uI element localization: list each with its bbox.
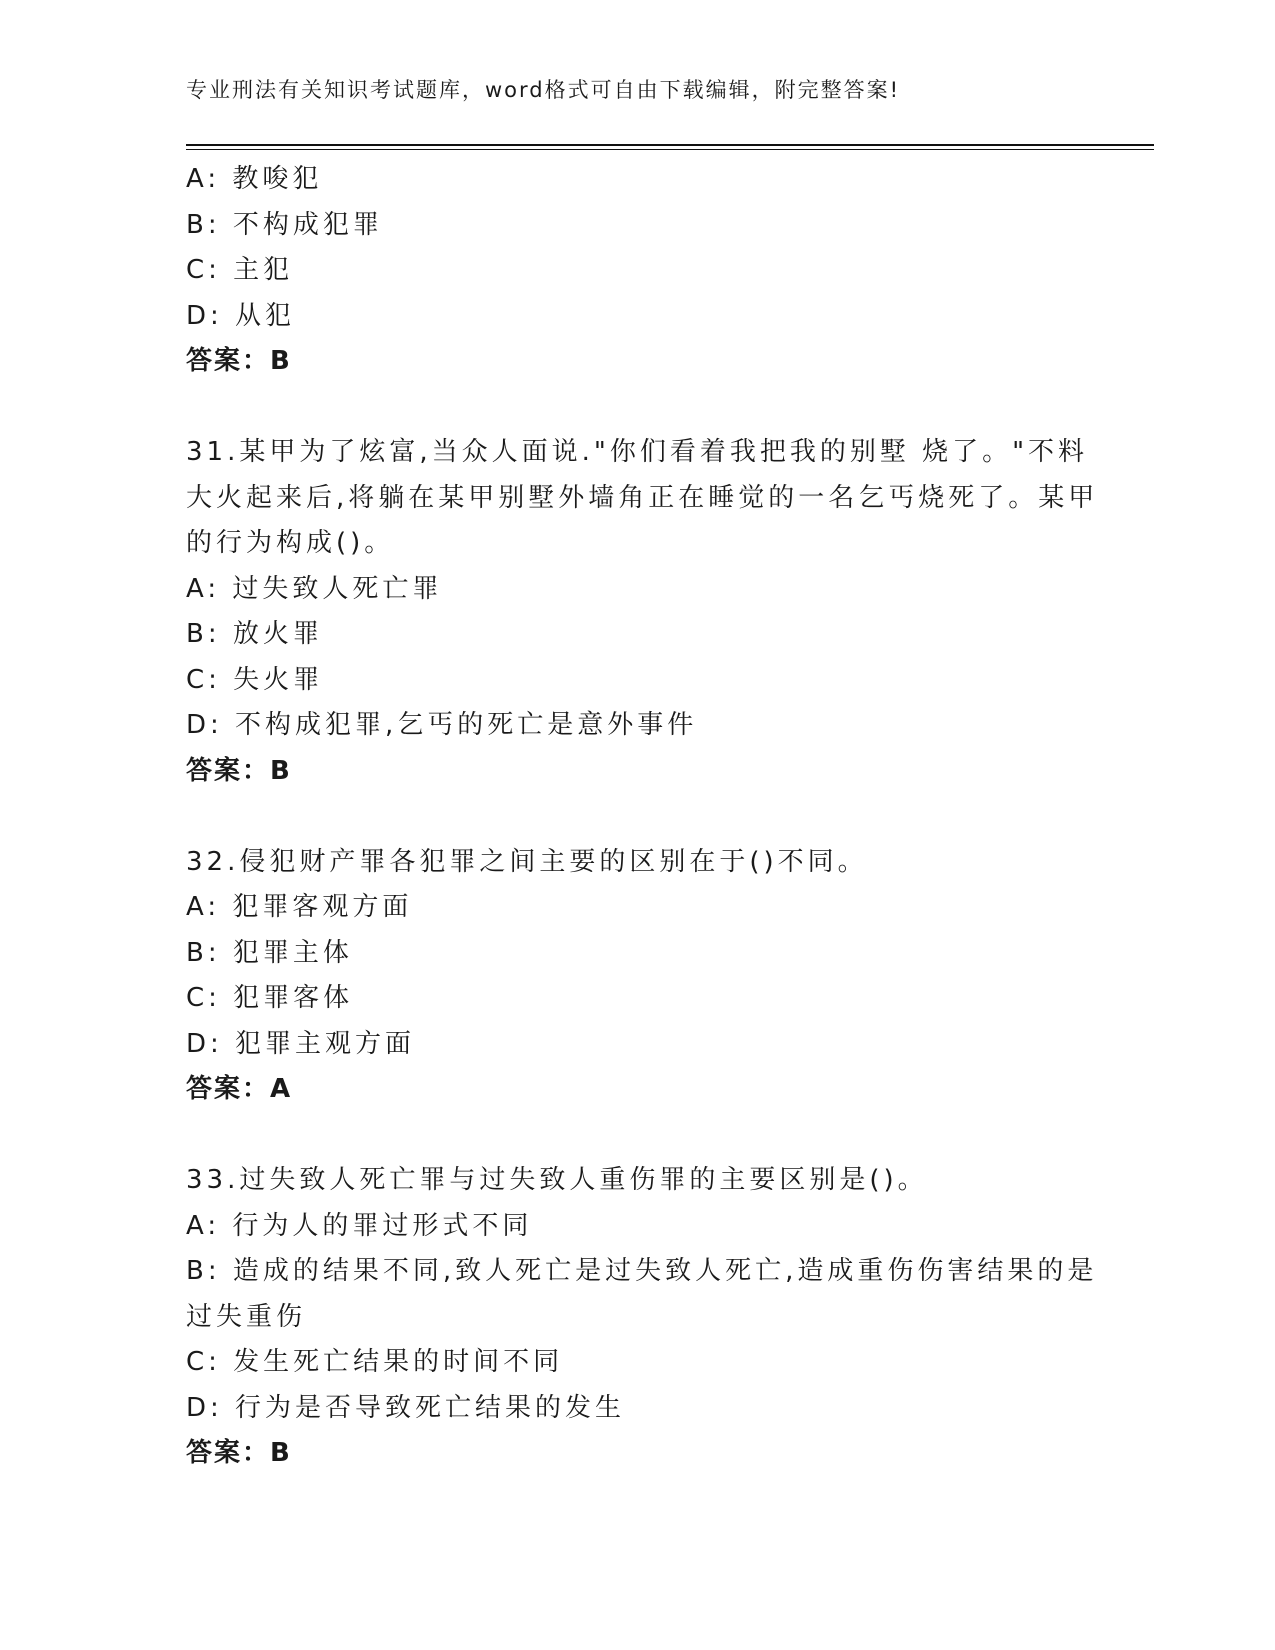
header-rule-thin <box>186 149 1154 150</box>
question-31 <box>186 430 1099 794</box>
question-text-line: 31.某甲为了炫富,当众人面说."你们看着我把我的别墅 烧了。"不料 <box>186 437 1089 467</box>
question-text-line: 32.侵犯财产罪各犯罪之间主要的区别在于()不同。 <box>186 846 868 877</box>
answer: 答案：B <box>186 755 292 786</box>
option-c: C: 发生死亡结果的时间不同 <box>186 1347 564 1377</box>
option-b: B: 造成的结果不同,致人死亡是过失致人死亡,造成重伤伤害结果的是 <box>186 1256 1098 1286</box>
question-text-line: 33.过失致人死亡罪与过失致人重伤罪的主要区别是()。 <box>186 1165 928 1195</box>
option-a: A: 教唆犯 <box>186 164 323 194</box>
question-text-line: 大火起来后,将躺在某甲别墅外墙角正在睡觉的一名乞丐烧死了。某甲 <box>186 482 1099 513</box>
option-d: D: 犯罪主观方面 <box>186 1028 416 1059</box>
answer: 答案：A <box>186 1074 293 1104</box>
answer: 答案：B <box>186 346 292 376</box>
option-c: C: 主犯 <box>186 255 294 285</box>
question-content <box>186 157 1099 1522</box>
option-d: D: 从犯 <box>186 300 296 331</box>
option-b: B: 不构成犯罪 <box>186 209 383 240</box>
option-a: A: 行为人的罪过形式不同 <box>186 1210 533 1241</box>
header-rule-thick <box>186 144 1154 146</box>
option-b: B: 犯罪主体 <box>186 937 353 968</box>
option-c: C: 犯罪客体 <box>186 983 354 1013</box>
question-text-line: 的行为构成()。 <box>186 528 395 558</box>
option-a: A: 犯罪客观方面 <box>186 892 413 922</box>
question-33 <box>186 1158 1098 1477</box>
page-header: 专业刑法有关知识考试题库，word格式可自由下载编辑，附完整答案! <box>186 78 901 102</box>
question-32 <box>186 840 1086 1113</box>
option-b-continued: 过失重伤 <box>186 1301 307 1332</box>
option-b: B: 放火罪 <box>186 619 323 649</box>
option-d: D: 行为是否导致死亡结果的发生 <box>186 1392 626 1423</box>
question-prev <box>186 157 1086 385</box>
option-a: A: 过失致人死亡罪 <box>186 573 443 604</box>
answer: 答案：B <box>186 1438 292 1468</box>
option-c: C: 失火罪 <box>186 664 324 695</box>
option-d: D: 不构成犯罪,乞丐的死亡是意外事件 <box>186 710 698 740</box>
